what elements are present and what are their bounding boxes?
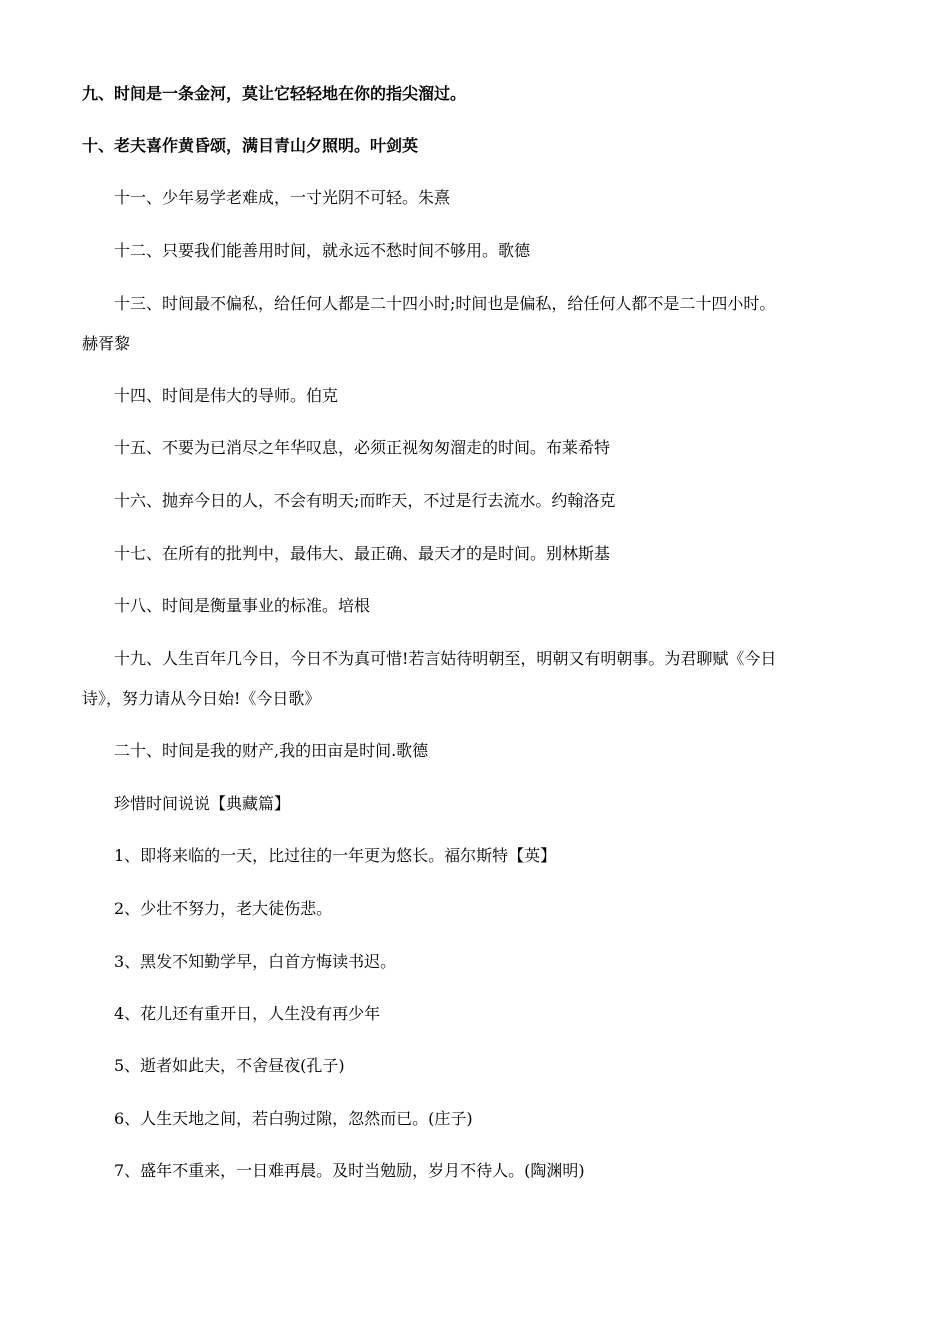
text-line-10: 十、老夫喜作黄昏颂，满目青山夕照明。叶剑英 <box>82 136 419 155</box>
text-line-19-continued: 诗》，努力请从今日始!《今日歌》 <box>82 689 321 708</box>
section-heading: 珍惜时间说说【典藏篇】 <box>114 794 291 813</box>
text-line-14: 十四、时间是伟大的导师。伯克 <box>114 386 339 405</box>
text-line-9: 九、时间是一条金河，莫让它轻轻地在你的指尖溜过。 <box>82 84 467 103</box>
text-line-16: 十六、抛弃今日的人，不会有明天;而昨天，不过是行去流水。约翰洛克 <box>114 491 616 510</box>
list-item-7: 7、盛年不重来，一日难再晨。及时当勉励，岁月不待人。(陶渊明) <box>114 1161 585 1180</box>
text-line-17: 十七、在所有的批判中，最伟大、最正确、最天才的是时间。别林斯基 <box>114 544 611 563</box>
list-item-5: 5、逝者如此夫，不舍昼夜(孔子) <box>114 1056 345 1075</box>
list-item-1: 1、即将来临的一天，比过往的一年更为悠长。福尔斯特【英】 <box>114 846 557 865</box>
text-line-15: 十五、不要为已消尽之年华叹息，必须正视匆匆溜走的时间。布莱希特 <box>114 438 611 457</box>
text-line-12: 十二、只要我们能善用时间，就永远不愁时间不够用。歌德 <box>114 241 531 260</box>
text-line-13: 十三、时间最不偏私，给任何人都是二十四小时;时间也是偏私，给任何人都不是二十四小时。 <box>114 294 776 313</box>
text-line-11: 十一、少年易学老难成，一寸光阴不可轻。朱熹 <box>114 188 451 207</box>
text-line-19: 十九、人生百年几今日，今日不为真可惜!若言姑待明朝至，明朝又有明朝事。为君聊赋《今日 <box>114 649 777 668</box>
list-item-3: 3、黑发不知勤学早，白首方悔读书迟。 <box>114 952 397 971</box>
text-line-18: 十八、时间是衡量事业的标准。培根 <box>114 596 371 615</box>
list-item-4: 4、花儿还有重开日，人生没有再少年 <box>114 1004 381 1023</box>
text-line-13-continued: 赫胥黎 <box>82 334 131 353</box>
list-item-6: 6、人生天地之间，若白驹过隙，忽然而已。(庄子) <box>114 1109 473 1128</box>
list-item-2: 2、少壮不努力，老大徒伤悲。 <box>114 899 333 918</box>
text-line-20: 二十、时间是我的财产,我的田亩是时间.歌德 <box>114 741 429 760</box>
